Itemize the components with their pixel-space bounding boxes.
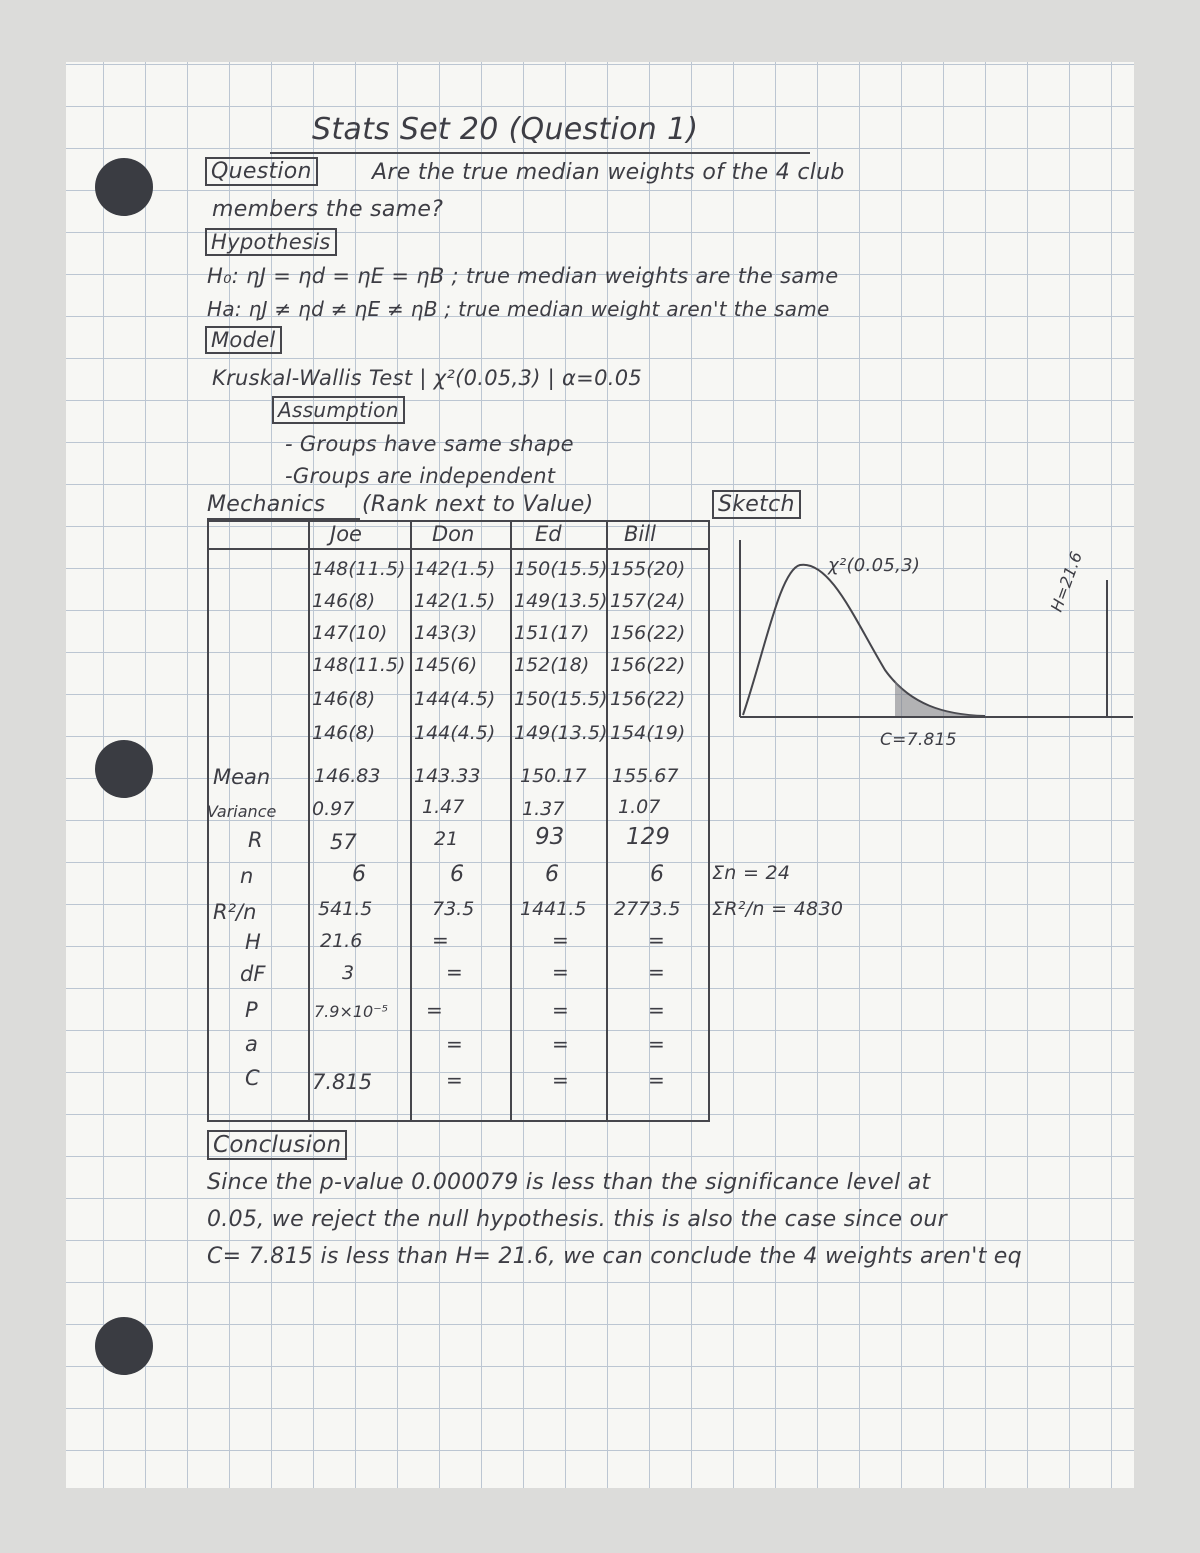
data-cell: 150(15.5) (514, 688, 608, 710)
data-cell: 146(8) (312, 688, 376, 710)
stat-value: 150.17 (520, 765, 587, 787)
stat-value: 1441.5 (520, 898, 587, 920)
assumption-item: -Groups are independent (285, 464, 556, 488)
data-cell: 155(20) (610, 558, 686, 580)
stat-label: R (248, 828, 263, 852)
assumption-label: Assumption (272, 396, 405, 424)
data-cell: 154(19) (610, 722, 686, 744)
data-cell: 149(13.5) (514, 590, 608, 612)
data-cell: 150(15.5) (514, 558, 608, 580)
chi-square-curve (743, 565, 985, 716)
binder-hole (95, 1317, 153, 1375)
stat-value: 21 (434, 828, 459, 850)
h-label: H=21.6 (1046, 548, 1087, 615)
stat-value: 6 (650, 862, 664, 887)
data-cell: 144(4.5) (414, 722, 496, 744)
stat-label: dF (240, 962, 266, 986)
data-cell: 146(8) (312, 722, 376, 744)
model-test: Kruskal-Wallis Test | χ²(0.05,3) | α=0.05 (212, 366, 643, 390)
stat-label: Variance (207, 802, 277, 821)
stat-value: 143.33 (414, 765, 481, 787)
stat-value: 7.815 (312, 1070, 373, 1094)
binder-hole (95, 740, 153, 798)
null-hypothesis: H₀: ηJ = ηd = ηE = ηB ; true median weights are the same (207, 264, 839, 288)
column-header: Joe (330, 522, 362, 546)
table-bottom-border (207, 1120, 710, 1122)
table-column-divider (410, 520, 412, 1120)
stat-value: 129 (626, 824, 670, 850)
title-underline (270, 152, 810, 154)
stat-value: = (648, 998, 665, 1022)
sum-n: Σn = 24 (712, 862, 791, 884)
assumption-item: - Groups have same shape (285, 432, 574, 456)
mechanics-note: (Rank next to Value) (362, 492, 594, 517)
stat-value: 21.6 (320, 930, 363, 952)
table-column-divider (510, 520, 512, 1120)
data-cell: 146(8) (312, 590, 376, 612)
hypothesis-label: Hypothesis (205, 228, 337, 256)
conclusion-line2: 0.05, we reject the null hypothesis. this is also the case since our (207, 1207, 948, 1232)
column-header: Don (432, 522, 475, 546)
stat-label: R²/n (213, 900, 257, 924)
table-header-border (207, 548, 710, 550)
question-text-line2: members the same? (212, 197, 444, 222)
data-cell: 156(22) (610, 688, 686, 710)
conclusion-line3: C= 7.815 is less than H= 21.6, we can conclude the 4 weights aren't eq (207, 1244, 1022, 1269)
stat-value: 1.47 (422, 796, 465, 818)
sketch-label: Sketch (712, 490, 801, 519)
conclusion-line1: Since the p-value 0.000079 is less than the significance level at (207, 1170, 931, 1195)
stat-value: = (648, 1068, 665, 1092)
stat-value: 155.67 (612, 765, 679, 787)
stat-label: C (245, 1066, 260, 1090)
critical-value-label: C=7.815 (880, 730, 957, 750)
stat-label: H (245, 930, 261, 954)
stat-value: = (648, 928, 665, 952)
stat-value: 73.5 (432, 898, 475, 920)
stat-value: 6 (545, 862, 559, 887)
data-cell: 148(11.5) (312, 558, 406, 580)
sum-r2-over-n: ΣR²/n = 4830 (712, 898, 844, 920)
stat-value: = (446, 1032, 463, 1056)
stat-value: = (446, 960, 463, 984)
data-cell: 142(1.5) (414, 590, 496, 612)
stat-label: a (245, 1032, 258, 1056)
data-cell: 152(18) (514, 654, 590, 676)
chi-square-label: χ²(0.05,3) (828, 555, 921, 576)
column-header: Ed (535, 522, 562, 546)
stat-value: = (648, 1032, 665, 1056)
data-cell: 157(24) (610, 590, 686, 612)
question-text-line1: Are the true median weights of the 4 club (372, 160, 845, 185)
stat-value: 1.37 (522, 798, 565, 820)
stat-label: n (240, 864, 254, 888)
column-header: Bill (624, 522, 656, 546)
data-cell: 149(13.5) (514, 722, 608, 744)
stat-value: 93 (535, 824, 565, 850)
data-cell: 156(22) (610, 654, 686, 676)
stat-value: 7.9×10⁻⁵ (314, 1002, 389, 1021)
stat-value: 6 (450, 862, 464, 887)
stat-value: 6 (352, 862, 366, 887)
table-column-divider (308, 520, 310, 1120)
stat-value: = (648, 960, 665, 984)
stat-label: P (245, 998, 258, 1022)
data-cell: 156(22) (610, 622, 686, 644)
mechanics-label: Mechanics (207, 492, 326, 517)
data-cell: 148(11.5) (312, 654, 406, 676)
stat-value: 146.83 (314, 765, 381, 787)
stat-value: = (552, 960, 569, 984)
stat-value: 0.97 (312, 798, 355, 820)
data-cell: 143(3) (414, 622, 478, 644)
alternative-hypothesis: Ha: ηJ ≠ ηd ≠ ηE ≠ ηB ; true median weight aren't the same (207, 297, 830, 321)
table-right-border (708, 520, 710, 1120)
data-cell: 151(17) (514, 622, 590, 644)
stat-value: = (552, 1068, 569, 1092)
rejection-region (895, 680, 985, 716)
conclusion-label: Conclusion (207, 1130, 347, 1160)
binder-hole (95, 158, 153, 216)
stat-value: 2773.5 (614, 898, 681, 920)
data-cell: 147(10) (312, 622, 388, 644)
stat-value: 3 (342, 962, 355, 984)
data-cell: 145(6) (414, 654, 478, 676)
question-label: Question (205, 157, 318, 186)
stat-value: = (552, 928, 569, 952)
stat-value: = (552, 1032, 569, 1056)
data-cell: 144(4.5) (414, 688, 496, 710)
page-title: Stats Set 20 (Question 1) (312, 112, 699, 147)
data-cell: 142(1.5) (414, 558, 496, 580)
stat-value: 1.07 (618, 796, 661, 818)
stat-value: = (446, 1068, 463, 1092)
stat-label: Mean (213, 765, 271, 789)
stat-value: 57 (330, 830, 357, 854)
stat-value: 541.5 (318, 898, 373, 920)
stat-value: = (552, 998, 569, 1022)
stat-value: = (426, 998, 443, 1022)
model-label: Model (205, 326, 282, 354)
stat-value: = (432, 928, 449, 952)
